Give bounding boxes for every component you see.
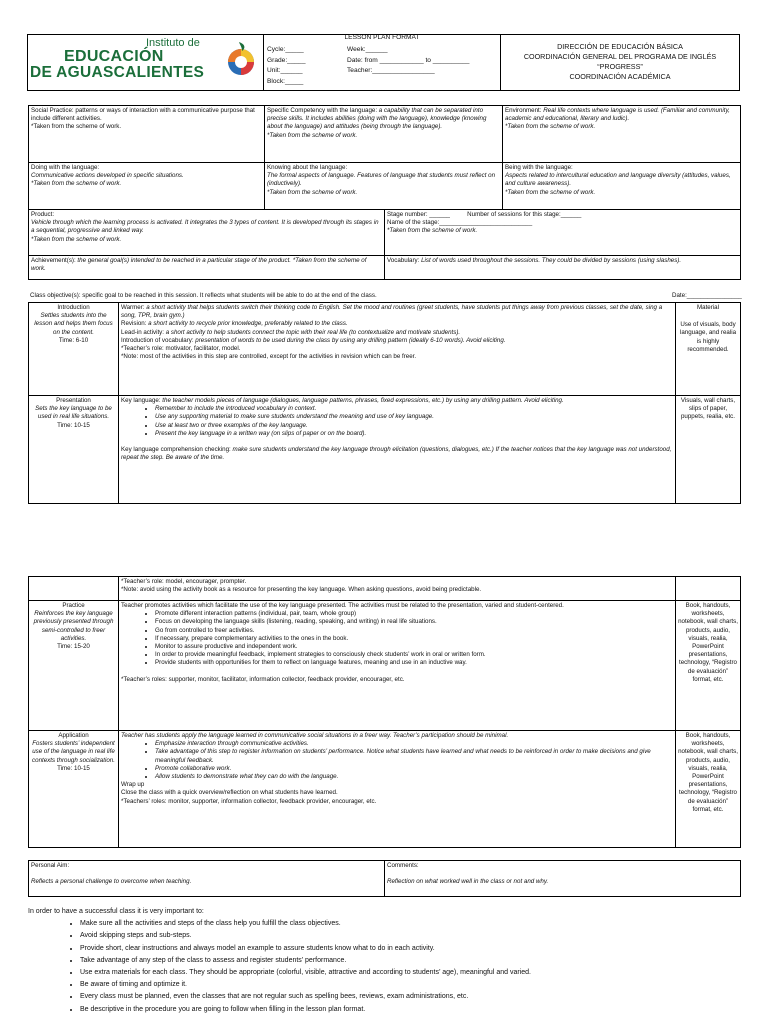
practice-desc: Reinforces the key language previously presented through semi-controlled to freer activities.: [33, 610, 114, 642]
achievement-text: the general goal(s) intended to be reached in a particular stage of the product. *Taken from the scheme of work.: [31, 257, 367, 273]
header-fields-left: [267, 45, 306, 87]
dept-line: COORDINACIÓN ACADÉMICA: [569, 72, 671, 81]
dept-line: “PROGRESS”: [597, 62, 643, 71]
info-table-row1: [28, 105, 741, 210]
practice-material: Book, handouts, worksheets, notebook, wall charts, products, audio, visuals, realia, PowerPoint presentations, technology, “Registro de evaluación” format, etc.: [678, 602, 738, 683]
tips-section: [28, 906, 748, 1016]
practice-title: Practice: [62, 602, 85, 609]
logo-text-line2: EDUCACIÓN: [64, 48, 164, 65]
info-table-row2: [28, 209, 741, 280]
intro-line: Revision: a short activity to recycle prior knowledge, preferably related to the class.: [121, 320, 348, 328]
logo-text-line1: Instituto de: [146, 37, 200, 49]
intro-line: Introduction of vocabulary: presentation of words to be used during the class by using any drilling pattern (ideally 6-10 words). Avoid eliciting.: [121, 336, 506, 344]
steps-table-page1: [28, 302, 741, 504]
personal-aim-cell[interactable]: [29, 861, 385, 897]
list-item: • Emphasize interaction through communicative activities.: [155, 740, 673, 748]
practice-text: Teacher promotes activities which facilitate the use of the key language presented. The activities must be related to the presentation, varied and student-centered.: [121, 602, 564, 609]
competency-note: *Taken from the scheme of work.: [267, 131, 358, 139]
competency-label: Specific Competency with the language:: [267, 107, 378, 114]
application-material: Book, handouts, worksheets, notebook, wall charts, products, audio, visuals, realia, PowerPoint presentations, technology, “Registro de evaluación” format, etc.: [678, 732, 738, 813]
intro-content-cell[interactable]: [119, 303, 676, 396]
list-item: • In order to provide meaningful feedback, implement strategies to consciously check students’ work in oral or written form.: [155, 651, 673, 659]
presentation-bullets: [121, 405, 673, 438]
date-field[interactable]: Date:________________: [672, 292, 742, 299]
knowing-cell[interactable]: [265, 163, 503, 210]
environment-label: Environment:: [505, 107, 542, 114]
being-label: Being with the language:: [505, 164, 573, 171]
achievement-cell[interactable]: [29, 256, 385, 280]
competency-text: a capability that can be separated into precise skills. It includes abilities (doing with the language), knowledge (knowing about the language) and attitudes (being through the language).: [267, 107, 487, 131]
presentation-desc: Sets the key language to be used in real life situations.: [35, 405, 112, 421]
competency-cell[interactable]: [265, 106, 503, 163]
class-objective-label: Class objective(s):: [30, 292, 81, 299]
dept-line: COORDINACIÓN GENERAL DEL PROGRAMA DE INGLÉS: [523, 52, 717, 61]
application-text: Teacher has students apply the language learned in communicative social situations in a freer way. Teacher’s participation should be minimal.: [121, 732, 509, 739]
list-item: • Provide short, clear instructions and always model an example to assure students know what to do in each activity.: [80, 943, 748, 955]
social-practice-note: *Taken from the scheme of work.: [31, 123, 122, 131]
intro-line: Lead-in activity: a short activity to help students connect the topic with their real life (to contextualize and motivate students).: [121, 328, 461, 336]
doing-note: *Taken from the scheme of work.: [31, 180, 122, 188]
list-item: • Every class must be planned, even the classes that are not regular such as spelling bees, reviews, exam administrations, etc.: [80, 991, 748, 1003]
application-role: *Teachers’ roles: monitor, supporter, information collector, feedback provider, encourager, etc.: [121, 797, 377, 805]
product-cell[interactable]: [29, 210, 385, 256]
stage-note: *Taken from the scheme of work.: [387, 227, 478, 235]
stage-name-field[interactable]: Name of the stage:___________________________: [387, 219, 533, 227]
aim-comments-table: [28, 860, 741, 897]
presentation-material: Visuals, wall charts, slips of paper, puppets, realia, etc.: [680, 397, 736, 421]
form-title: LESSON PLAN FORMAT: [344, 34, 420, 41]
practice-step-cell: [29, 601, 119, 731]
application-title: Application: [58, 732, 89, 739]
presentation-step-cell: [29, 396, 119, 504]
vocabulary-text: List of words used throughout the sessions. They could be divided by sessions (using slashes).: [419, 257, 682, 264]
comprehension-check-label: Key language comprehension checking:: [121, 445, 231, 453]
practice-time: Time: 15-20: [57, 642, 90, 650]
wrap-up-title: Wrap up: [121, 781, 145, 789]
comprehension-check-text: make sure students understand the key language through elicitation (questions, dialogues, etc.) If the teacher notices that the key language was not understood, repeat the step. Be aware of the time.: [121, 445, 672, 462]
list-item: • Be aware of timing and optimize it.: [80, 979, 748, 991]
list-item: • Monitor to assure productive and independent work.: [155, 643, 673, 651]
grade-field[interactable]: Grade:_____: [267, 56, 306, 64]
list-item: • Be descriptive in the procedure you are going to follow when filling in the lesson plan format.: [80, 1004, 748, 1016]
key-language-text: the teacher models pieces of language (dialogues, language patterns, phrases, fixed expressions, etc.) by using any drilling pattern. Avoid eliciting.: [160, 397, 564, 404]
personal-aim-text: Reflects a personal challenge to overcome when teaching.: [31, 878, 192, 886]
block-field[interactable]: Block:_____: [267, 77, 304, 85]
environment-cell[interactable]: [503, 106, 741, 163]
teacher-field[interactable]: Teacher:_________________: [347, 67, 435, 74]
social-practice-cell[interactable]: [29, 106, 265, 163]
application-desc: Fosters students’ independent use of the language in real life contexts through socialization.: [32, 740, 115, 764]
personal-aim-label: Personal Aim:: [31, 862, 70, 869]
list-item: • Take advantage of any step of the class to assess and register students’ performance.: [80, 955, 748, 967]
list-item: • Take advantage of this step to register information on students’ performance. Notice what students have learned and what needs to be reinforced in order to make decisions and give meaningful feedback.: [155, 748, 673, 764]
tips-list: [28, 918, 748, 1016]
doing-text: Communicative actions developed in specific situations.: [31, 172, 184, 180]
list-item: • Allow students to demonstrate what they can do with the language.: [155, 773, 673, 781]
intro-role: *Teacher’s role: motivator, facilitator, model.: [121, 344, 241, 352]
social-practice-text: patterns or ways of interaction with a communicative purpose that include different activities.: [31, 107, 255, 123]
list-item: • Focus on developing the language skills (listening, reading, speaking, and writing) in real life situations.: [155, 618, 673, 626]
comments-text: Reflection on what worked well in the class or not and why.: [387, 878, 549, 886]
list-item: • Use extra materials for each class. They should be appropriate (colorful, visible, attractive and according to students’ age), meaningful and varied.: [80, 967, 748, 979]
continuation-material-cell: [676, 577, 741, 601]
application-time: Time: 10-15: [57, 764, 90, 772]
presentation-note: *Note: avoid using the activity book as a resource for presenting the key language. When asking questions, avoid being predictable.: [121, 586, 482, 594]
application-content-cell[interactable]: [119, 731, 676, 848]
date-range-field[interactable]: Date: from ____________ to __________: [347, 56, 470, 64]
vocabulary-label: Vocabulary:: [387, 257, 420, 264]
intro-time: Time: 6-10: [58, 336, 89, 344]
product-note: *Taken from the scheme of work.: [31, 235, 122, 243]
list-item: • Use at least two or three examples of the key language.: [155, 422, 673, 430]
list-item: • Remember to include the introduced vocabulary in context.: [155, 405, 673, 413]
continuation-content-cell[interactable]: [119, 577, 676, 601]
material-header: Material: [696, 304, 719, 311]
header-dept-cell: [500, 34, 740, 91]
achievement-label: Achievement(s):: [31, 257, 76, 264]
practice-content-cell[interactable]: [119, 601, 676, 731]
application-step-cell: [29, 731, 119, 848]
sessions-field[interactable]: Number of sessions for this stage:______: [467, 211, 582, 218]
intro-step-cell: [29, 303, 119, 396]
vocabulary-cell[interactable]: [385, 256, 741, 280]
week-field[interactable]: Week:______: [347, 46, 388, 53]
list-item: • Avoid skipping steps and sub-steps.: [80, 930, 748, 942]
knowing-note: *Taken from the scheme of work.: [267, 188, 358, 196]
stage-cell[interactable]: [385, 210, 741, 256]
being-cell[interactable]: [503, 163, 741, 210]
list-item: • Promote collaborative work.: [155, 765, 673, 773]
unit-field[interactable]: Unit:______: [267, 67, 303, 74]
intro-note: *Note: most of the activities in this step are controlled, except for the activities in revision which can be freer.: [121, 353, 417, 361]
intro-material: Use of visuals, body language, and realia is highly recommended.: [679, 321, 737, 353]
list-item: • If necessary, prepare complementary activities to the ones in the book.: [155, 635, 673, 643]
doing-cell[interactable]: [29, 163, 265, 210]
knowing-text: The formal aspects of language. Features of language that students must reflect on (inductively).: [267, 172, 496, 188]
intro-desc: Settles students into the lesson and helps them focus on the content.: [34, 312, 113, 336]
list-item: • Provide students with opportunities for them to reflect on language features, meaning and use in an inductive way.: [155, 659, 673, 667]
continuation-step-cell: [29, 577, 119, 601]
class-objective-text: specific goal to be reached in this session. It reflects what students will be able to do at the end of the class.: [80, 292, 377, 299]
class-objective-line: [30, 292, 740, 300]
social-practice-label: Social Practice:: [31, 107, 74, 114]
institute-logo-icon: [225, 40, 257, 80]
knowing-label: Knowing about the language:: [267, 164, 348, 171]
being-text: Aspects related to intercultural education and language diversity (attitudes, values, and culture awareness).: [505, 172, 731, 188]
product-label: Product:: [31, 211, 55, 218]
practice-material-cell: [676, 601, 741, 731]
logo-text-line3: DE AGUASCALIENTES: [30, 64, 205, 81]
list-item: • Present the key language in a written way (on slips of paper or on the board).: [155, 430, 673, 438]
application-bullets: [121, 740, 673, 781]
intro-line: Warmer: a short activity that helps students switch their thinking code to English. Set the mood and routines (greet students, have students put things away from previous classes, set the date, sing a song, TPR, brain gym.): [121, 304, 663, 320]
practice-role: *Teacher’s roles: supporter, monitor, facilitator, information collector, feedback provider, encourager, etc.: [121, 675, 405, 683]
stage-number-field[interactable]: Stage number: ______: [387, 211, 450, 218]
presentation-content-cell[interactable]: [119, 396, 676, 504]
list-item: • Use any supporting material to make sure students understand the meaning and use of key language.: [155, 413, 673, 421]
key-language-label: Key language:: [121, 397, 161, 404]
product-text: Vehicle through which the learning process is activated. It integrates the 3 types of content. It is developed through its stages in a sequential, progressive and linked way.: [31, 219, 379, 235]
list-item: • Promote different interaction patterns (individual, pair, team, whole group): [155, 610, 673, 618]
environment-note: *Taken from the scheme of work.: [505, 123, 596, 131]
presentation-time: Time: 10-15: [57, 421, 90, 429]
wrap-up-text: Close the class with a quick overview/reflection on what students have learned.: [121, 789, 338, 797]
application-material-cell: [676, 731, 741, 848]
presentation-role: *Teacher’s role: model, encourager, prompter.: [121, 578, 247, 585]
doing-label: Doing with the language:: [31, 164, 100, 171]
list-item: • Go from controlled to freer activities.: [155, 627, 673, 635]
intro-title: Introduction: [57, 304, 90, 311]
tips-intro: In order to have a successful class it is very important to:: [28, 908, 204, 915]
comments-label: Comments:: [387, 862, 419, 869]
cycle-field[interactable]: Cycle:_____: [267, 46, 304, 53]
list-item: • Make sure all the activities and steps of the class help you fulfill the class objectives.: [80, 918, 748, 930]
header-fields-right: [347, 45, 469, 77]
dept-line: DIRECCIÓN DE EDUCACIÓN BÁSICA: [557, 42, 683, 51]
comments-cell[interactable]: [385, 861, 741, 897]
practice-bullets: [121, 610, 673, 667]
presentation-material-cell: [676, 396, 741, 504]
environment-text: Real life contexts where language is used. (Familiar and community, academic and educational, literary and ludic).: [505, 107, 730, 123]
presentation-title: Presentation: [56, 397, 91, 404]
steps-table-page2: [28, 576, 741, 848]
being-note: *Taken from the scheme of work.: [505, 188, 596, 196]
intro-material-cell: [676, 303, 741, 396]
